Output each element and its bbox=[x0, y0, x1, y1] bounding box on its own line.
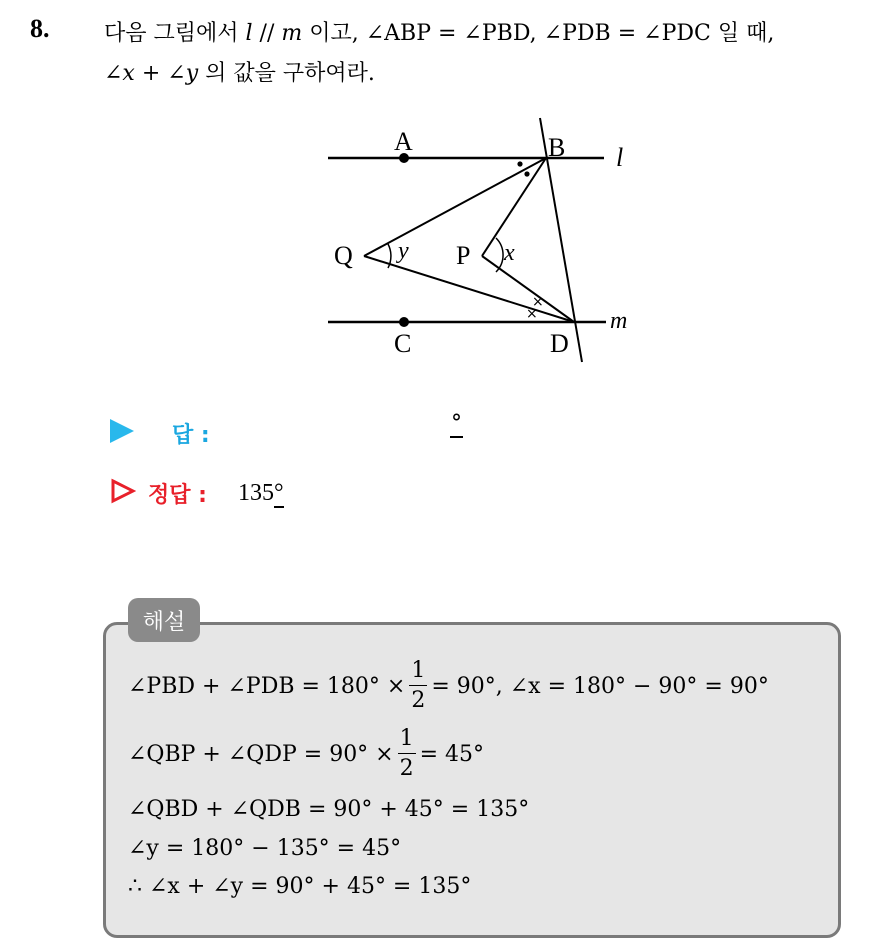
line-m-symbol: m bbox=[281, 21, 303, 46]
answer-blank-degree[interactable]: ° bbox=[451, 411, 462, 436]
label-b: B bbox=[548, 133, 566, 162]
fraction-numerator: 1 bbox=[409, 660, 427, 686]
solution-tab: 해설 bbox=[128, 598, 200, 642]
solution-line-1-b: = 90°, ∠x = 180° − 90° = 90° bbox=[431, 673, 769, 699]
label-a: A bbox=[394, 127, 413, 156]
label-angle-y: y bbox=[398, 238, 409, 264]
parallel-symbol: // bbox=[252, 21, 282, 46]
correct-value-number: 135 bbox=[238, 480, 274, 506]
fraction-denominator: 2 bbox=[411, 688, 426, 713]
fraction-numerator: 1 bbox=[398, 728, 416, 754]
label-line-m: m bbox=[610, 308, 628, 334]
dot-mark-1 bbox=[517, 161, 522, 166]
point-c bbox=[399, 317, 409, 327]
correct-answer-row bbox=[110, 478, 284, 508]
label-c: C bbox=[394, 329, 412, 358]
solution-line-1-a: ∠PBD + ∠PDB = 180° × bbox=[128, 673, 406, 699]
outline-play-icon bbox=[110, 478, 136, 504]
correct-answer-label: 정답 : bbox=[148, 483, 207, 508]
plus-text: + bbox=[134, 61, 168, 86]
angle-y-text: ∠y bbox=[167, 61, 199, 86]
question-text-suffix: 이고, ∠ABP = ∠PBD, ∠PDB = ∠PDC 일 때, bbox=[302, 21, 775, 46]
fraction-denominator: 2 bbox=[399, 756, 414, 781]
fraction-half-2 bbox=[398, 728, 416, 780]
correct-value-unit: ° bbox=[274, 480, 284, 506]
label-angle-x: x bbox=[504, 240, 515, 266]
cross-mark-2: × bbox=[526, 306, 538, 322]
label-line-l: l bbox=[616, 143, 624, 172]
correct-answer-value bbox=[238, 480, 284, 507]
label-p: P bbox=[456, 241, 471, 270]
question-line2-suffix: 의 값을 구하여라. bbox=[198, 61, 375, 86]
question-line-1 bbox=[104, 16, 774, 47]
solution-line-5: ∴ ∠x + ∠y = 90° + 45° = 135° bbox=[128, 874, 472, 899]
answer-row bbox=[110, 411, 462, 448]
cross-mark-1: × bbox=[532, 294, 544, 310]
solution-line-1 bbox=[128, 660, 769, 712]
line-l-symbol: l bbox=[245, 21, 253, 46]
fraction-half-1 bbox=[409, 660, 427, 712]
solution-line-3: ∠QBD + ∠QDB = 90° + 45° = 135° bbox=[128, 797, 530, 822]
solution-line-2-b: = 45° bbox=[419, 741, 485, 767]
label-d: D bbox=[550, 329, 569, 358]
solution-line-2 bbox=[128, 728, 484, 780]
segment-qb bbox=[364, 158, 546, 256]
question-line-2 bbox=[104, 56, 375, 87]
dot-mark-2 bbox=[524, 171, 529, 176]
geometry-figure bbox=[320, 112, 660, 372]
play-icon bbox=[110, 419, 134, 443]
answer-label: 답 : bbox=[172, 423, 210, 448]
question-number: 8. bbox=[30, 14, 50, 43]
label-q: Q bbox=[334, 241, 353, 270]
solution-line-2-a: ∠QBP + ∠QDP = 90° × bbox=[128, 741, 394, 767]
angle-x-text: ∠x bbox=[104, 61, 135, 86]
solution-line-4: ∠y = 180° − 135° = 45° bbox=[128, 836, 402, 861]
question-text-prefix: 다음 그림에서 bbox=[104, 21, 246, 46]
